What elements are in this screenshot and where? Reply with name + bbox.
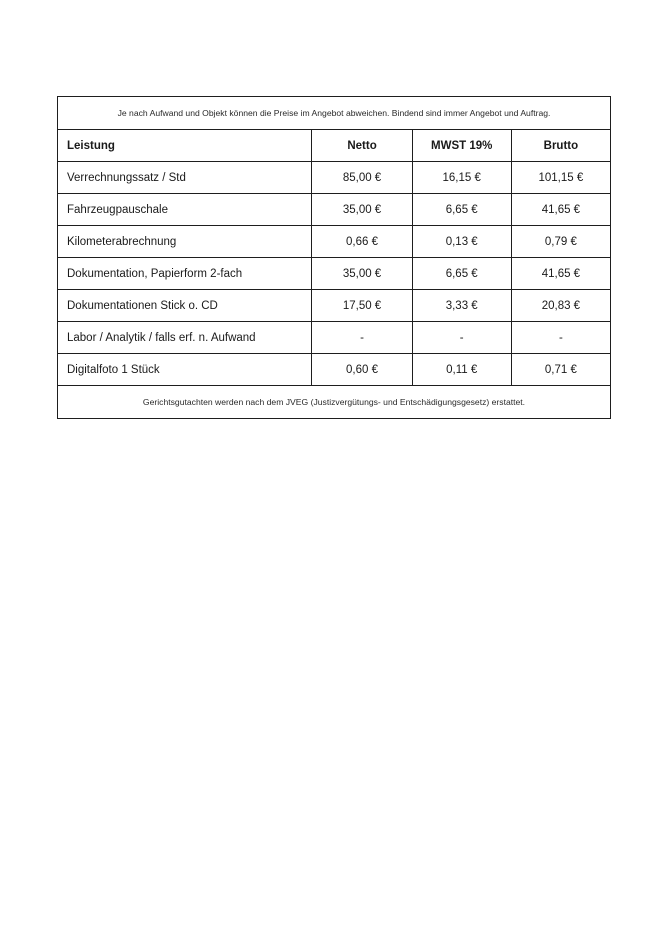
top-note-row [58,97,611,130]
header-brutto: Brutto [511,130,610,162]
table-row [58,322,611,354]
table-row [58,354,611,386]
cell-leistung: Verrechnungssatz / Std [58,162,312,194]
cell-brutto: - [511,322,610,354]
cell-netto: 0,60 € [312,354,412,386]
bottom-note: Gerichtsgutachten werden nach dem JVEG (Justizvergütungs- und Entschädigungsgesetz) erstattet. [58,386,611,419]
table-row [58,162,611,194]
cell-brutto: 41,65 € [511,258,610,290]
cell-leistung: Dokumentationen Stick o. CD [58,290,312,322]
cell-netto: 17,50 € [312,290,412,322]
cell-leistung: Fahrzeugpauschale [58,194,312,226]
header-mwst: MWST 19% [412,130,511,162]
top-note: Je nach Aufwand und Objekt können die Preise im Angebot abweichen. Bindend sind immer Angebot und Auftrag. [58,97,611,130]
cell-netto: - [312,322,412,354]
table-row [58,258,611,290]
cell-leistung: Digitalfoto 1 Stück [58,354,312,386]
header-netto: Netto [312,130,412,162]
cell-mwst: 3,33 € [412,290,511,322]
cell-mwst: 0,13 € [412,226,511,258]
cell-mwst: - [412,322,511,354]
price-table [57,96,611,419]
cell-leistung: Labor / Analytik / falls erf. n. Aufwand [58,322,312,354]
cell-brutto: 41,65 € [511,194,610,226]
cell-brutto: 0,79 € [511,226,610,258]
cell-netto: 0,66 € [312,226,412,258]
table-row [58,194,611,226]
header-row [58,130,611,162]
table-row [58,290,611,322]
bottom-note-row [58,386,611,419]
table-row [58,226,611,258]
cell-brutto: 0,71 € [511,354,610,386]
cell-netto: 35,00 € [312,258,412,290]
cell-mwst: 6,65 € [412,194,511,226]
cell-leistung: Kilometerabrechnung [58,226,312,258]
cell-mwst: 6,65 € [412,258,511,290]
cell-netto: 35,00 € [312,194,412,226]
cell-leistung: Dokumentation, Papierform 2-fach [58,258,312,290]
cell-brutto: 20,83 € [511,290,610,322]
cell-mwst: 0,11 € [412,354,511,386]
cell-brutto: 101,15 € [511,162,610,194]
cell-netto: 85,00 € [312,162,412,194]
header-leistung: Leistung [58,130,312,162]
cell-mwst: 16,15 € [412,162,511,194]
